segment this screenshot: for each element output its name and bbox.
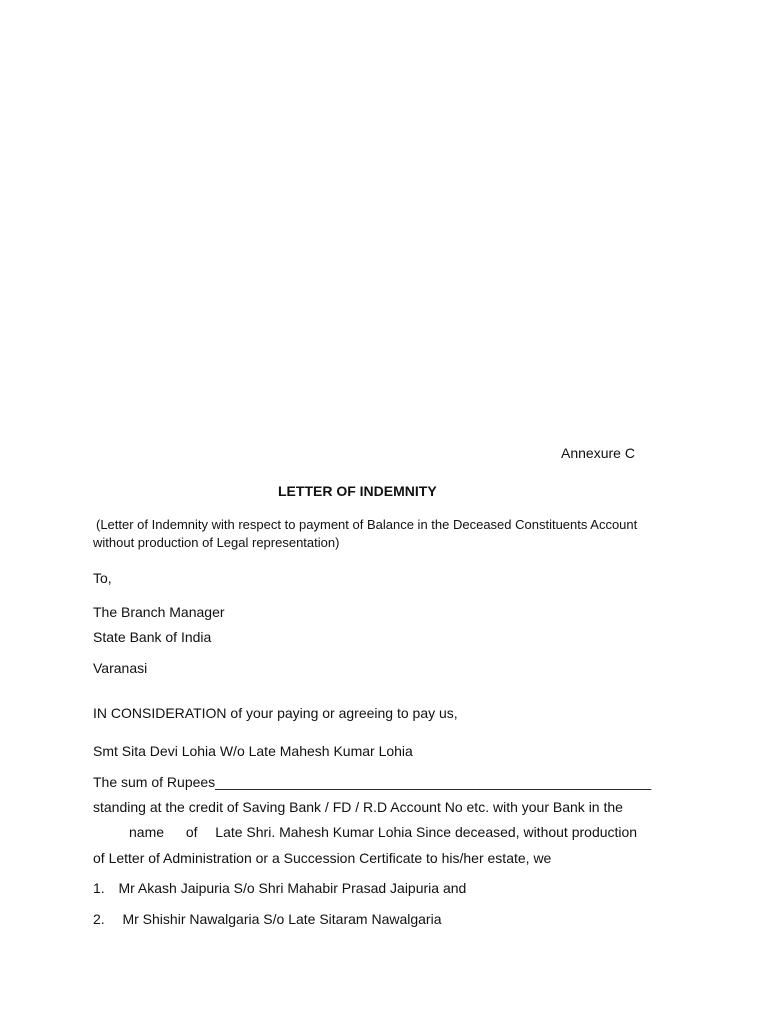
consideration-line: IN CONSIDERATION of your paying or agreeing to pay us, <box>93 705 458 721</box>
body-line-1: standing at the credit of Saving Bank / FD / R.D Account No etc. with your Bank in the <box>93 799 623 815</box>
addressee-bank: State Bank of India <box>93 629 212 645</box>
payee-line: Smt Sita Devi Lohia W/o Late Mahesh Kumar Lohia <box>93 743 413 759</box>
body-line-2-of: of <box>185 824 198 840</box>
salutation-to: To, <box>93 570 112 586</box>
list-item-number: 1. <box>93 880 105 896</box>
body-line-2-name: name <box>129 824 165 840</box>
body-line-2 <box>129 824 637 840</box>
subtitle-line-2: without production of Legal representation) <box>93 535 340 550</box>
list-item <box>93 911 442 927</box>
document-title: LETTER OF INDEMNITY <box>278 483 437 499</box>
list-item-text: Mr Akash Jaipuria S/o Shri Mahabir Prasad Jaipuria and <box>118 880 467 896</box>
list-item-number: 2. <box>93 911 105 927</box>
body-line-2-deceased: Late Shri. Mahesh Kumar Lohia Since deceased, without production <box>215 824 638 840</box>
sum-label: The sum of Rupees <box>93 774 216 790</box>
list-item-text: Mr Shishir Nawalgaria S/o Late Sitaram Nawalgaria <box>122 911 442 927</box>
body-line-3: of Letter of Administration or a Succession Certificate to his/her estate, we <box>93 850 552 866</box>
annexure-label: Annexure C <box>561 445 635 461</box>
sum-line <box>93 774 657 790</box>
list-item <box>93 880 466 896</box>
addressee-city: Varanasi <box>93 660 148 676</box>
addressee-title: The Branch Manager <box>93 604 225 620</box>
subtitle-line-1: (Letter of Indemnity with respect to payment of Balance in the Deceased Constituents Account <box>96 517 638 532</box>
sum-blank-field: ________________________________________________________ <box>215 774 652 790</box>
